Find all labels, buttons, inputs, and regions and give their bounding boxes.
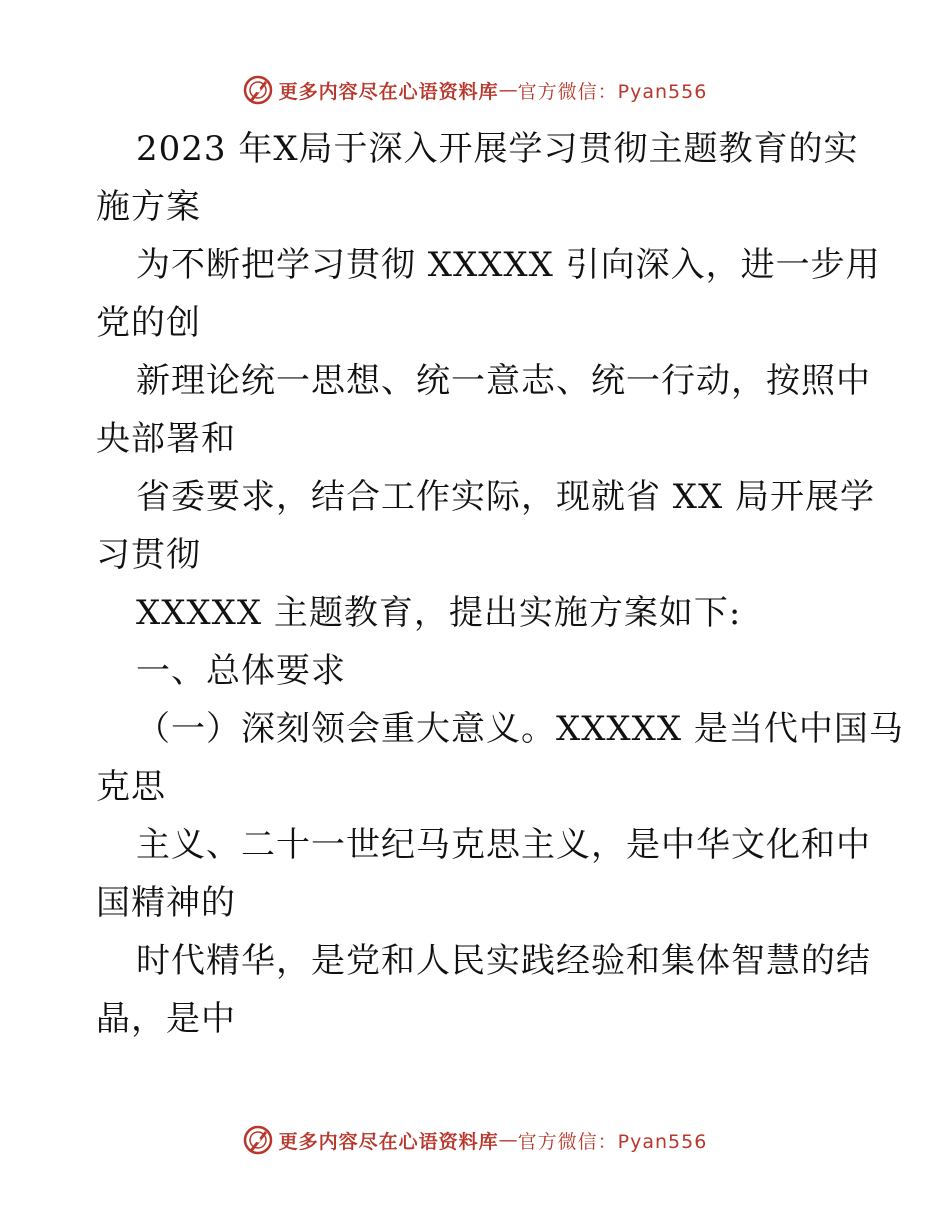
document-line: 2023 年X局于深入开展学习贯彻主题教育的实 [136, 129, 859, 169]
document-line: 习贯彻 [96, 535, 201, 575]
document-line: 时代精华，是党和人民实践经验和集体智慧的结 [136, 941, 871, 981]
watermark-brand: 更多内容尽在心语资料库 [278, 1130, 499, 1153]
document-line: 党的创 [96, 303, 201, 343]
watermark-contact: 官方微信：Pyan556 [517, 80, 708, 103]
document-line: 施方案 [96, 187, 201, 227]
quill-seal-logo-icon [243, 1125, 273, 1155]
watermark-footer [0, 1120, 950, 1160]
watermark-header [0, 70, 950, 110]
watermark-brand: 更多内容尽在心语资料库 [278, 80, 499, 103]
watermark-dash: — [498, 79, 518, 101]
quill-seal-logo-icon [243, 75, 273, 105]
document-line: 为不断把学习贯彻 XXXXX 引向深入，进一步用 [136, 245, 881, 285]
watermark-contact: 官方微信：Pyan556 [517, 1130, 708, 1153]
document-line: 主义、二十一世纪马克思主义，是中华文化和中 [136, 825, 871, 865]
document-line: 央部署和 [96, 419, 236, 459]
document-line: 新理论统一思想、统一意志、统一行动，按照中 [136, 361, 871, 401]
document-body [96, 120, 904, 1048]
document-line: 国精神的 [96, 883, 236, 923]
document-line: 一、总体要求 [136, 651, 346, 691]
document-line: 克思 [96, 767, 166, 807]
document-line: （一）深刻领会重大意义。XXXXX 是当代中国马 [136, 709, 904, 749]
document-line: XXXXX 主题教育，提出实施方案如下: [136, 593, 742, 633]
watermark-dash: — [498, 1129, 518, 1151]
document-line: 省委要求，结合工作实际，现就省 XX 局开展学 [136, 477, 876, 517]
document-line: 晶，是中 [96, 999, 236, 1039]
